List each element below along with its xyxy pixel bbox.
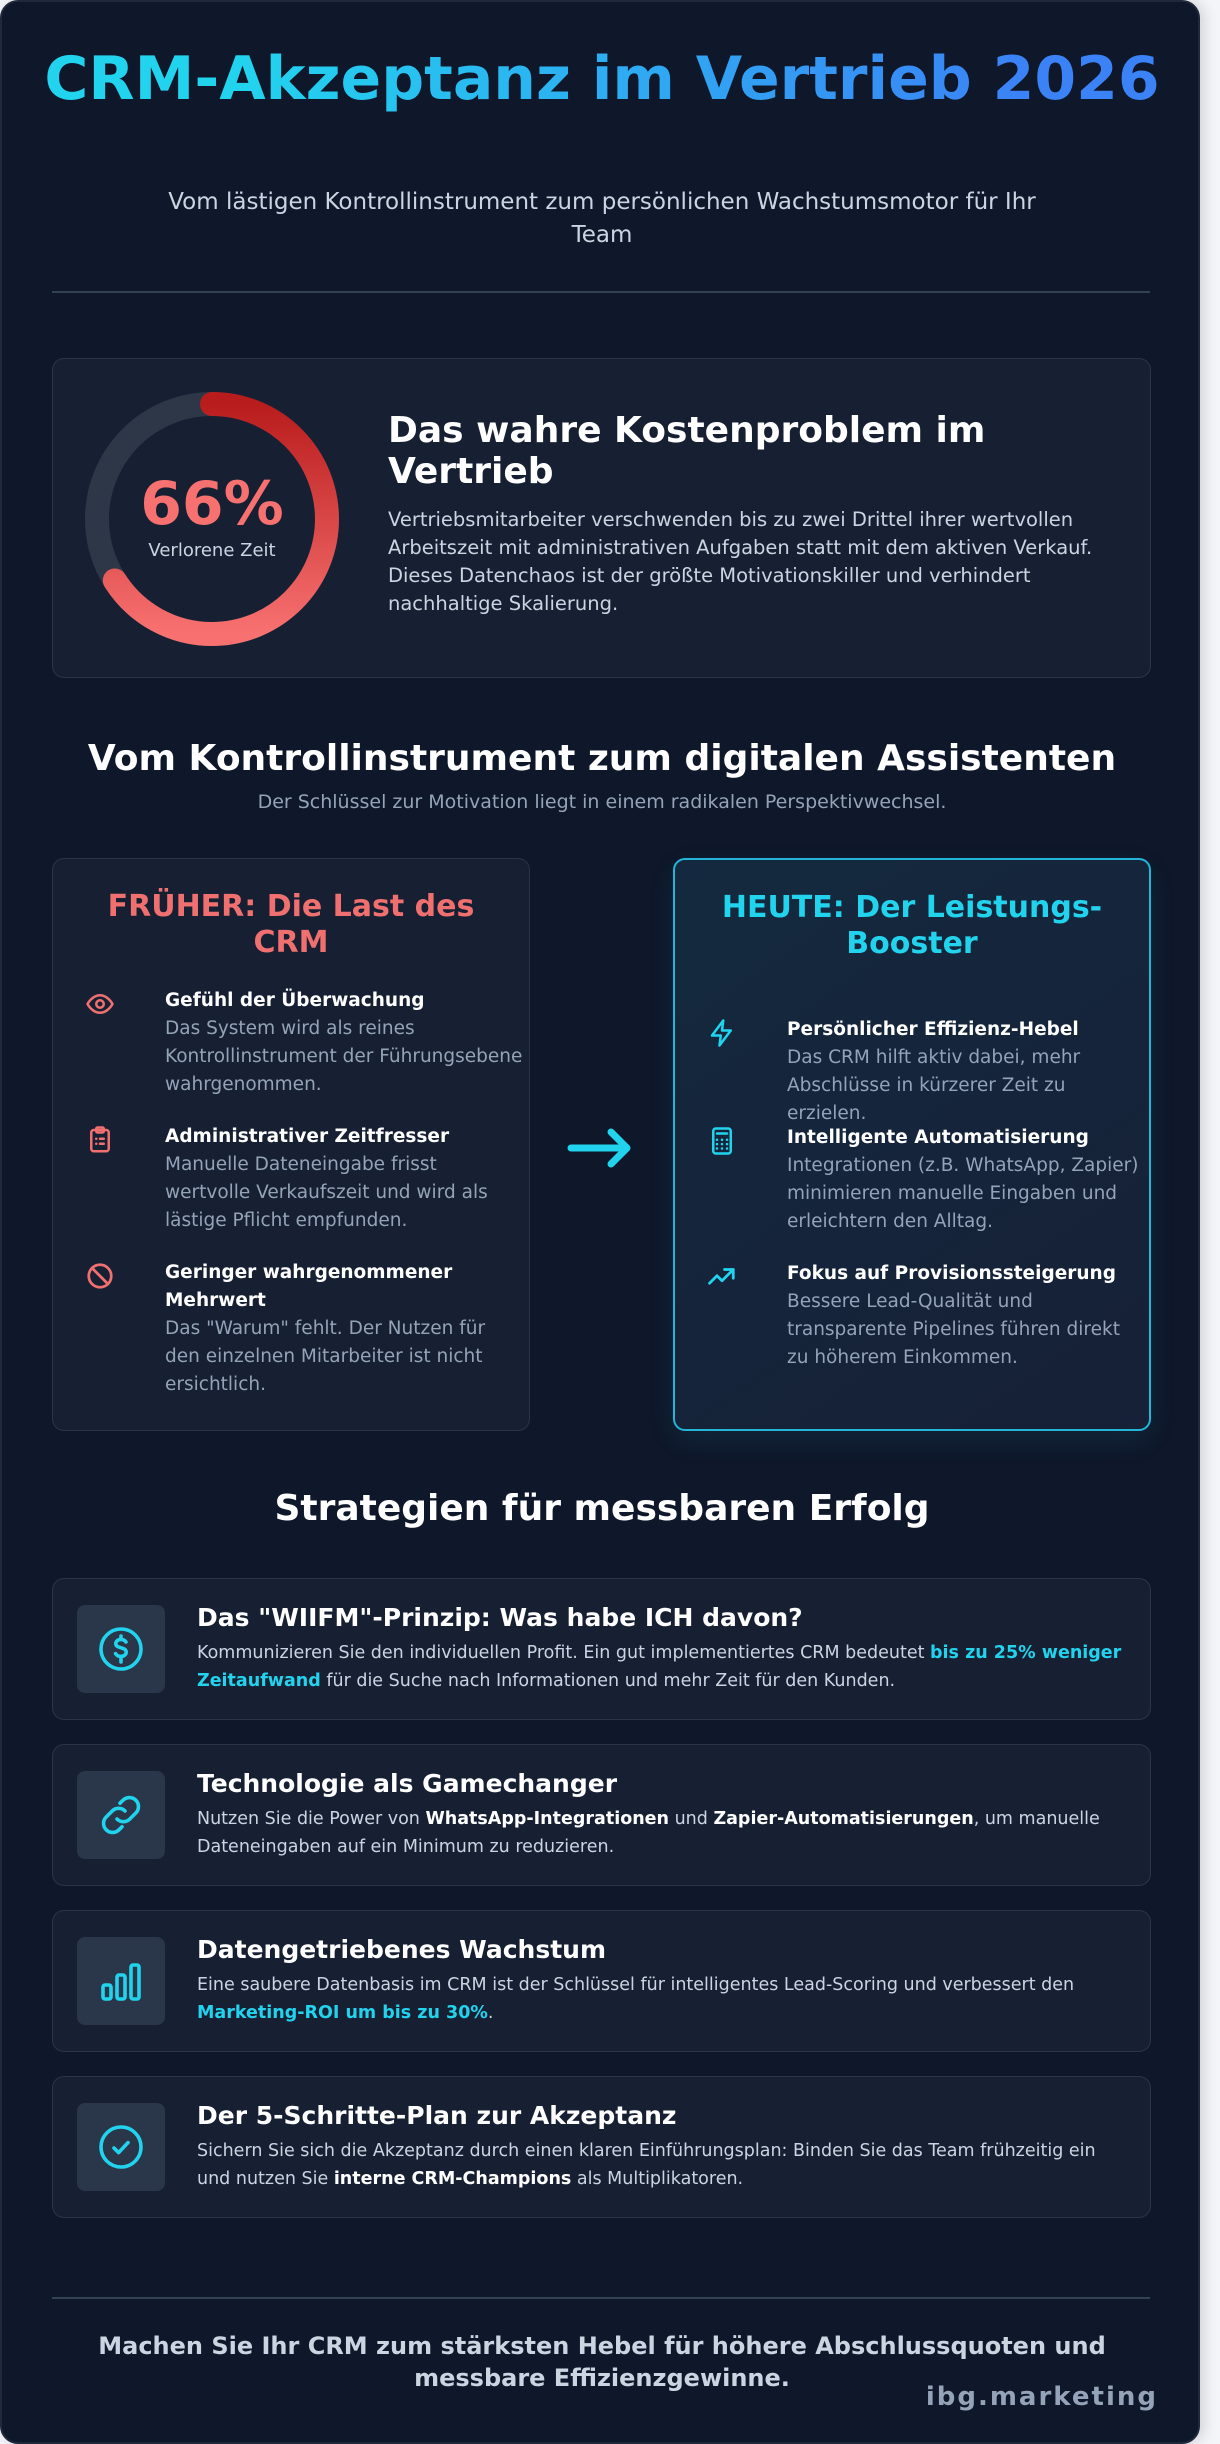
divider [52,291,1150,293]
lightning-icon [707,1018,737,1048]
before-card [52,858,530,1431]
item-title: Administrativer Zeitfresser [165,1126,450,1147]
item-text: Manuelle Dateneingabe frisst wertvolle Verkaufszeit und wird als lästige Pflicht empfunden. [165,1154,488,1231]
item-text: Das CRM hilft aktiv dabei, mehr Abschlüsse in kürzerer Zeit zu erzielen. [787,1047,1081,1124]
item-title: Persönlicher Effizienz-Hebel [787,1019,1079,1040]
link-icon [97,1791,145,1839]
strategy-icon-box [77,1605,165,1693]
item-title: Geringer wahrgenommener Mehrwert [165,1262,453,1311]
shift-subheading: Der Schlüssel zur Motivation liegt in einem radikalen Perspektivwechsel. [257,791,947,813]
item-text: Bessere Lead-Qualität und transparente Pipelines führen direkt zu höherem Einkommen. [787,1291,1120,1368]
calculator-icon [707,1126,737,1156]
eye-icon [85,989,115,1019]
strategy-icon-box [77,1771,165,1859]
item-text: Das System wird als reines Kontrollinstrument der Führungsebene wahrgenommen. [165,1018,523,1095]
item-title: Gefühl der Überwachung [165,990,425,1011]
problem-text: Vertriebsmitarbeiter verschwenden bis zu zwei Drittel ihrer wertvollen Arbeitszeit mit administrativen Aufgaben statt mit dem aktiven Verkauf. Dieses Datenchaos ist der größte Motivationskiller und verhindert nachhaltige Skalierung. [388,508,1093,615]
footer-divider [52,2297,1150,2299]
strategy-text: Eine saubere Datenbasis im CRM ist der Schlüssel für intelligentes Lead-Scoring und verbessert den Marketing-ROI um bis zu 30%. [197,1975,1075,2023]
strategy-icon-box [77,1937,165,2025]
shift-heading: Vom Kontrollinstrument zum digitalen Assistenten [87,738,1117,779]
arrow-right-icon [565,1124,637,1172]
strategies-heading: Strategien für messbaren Erfolg [274,1488,930,1529]
strategy-title: Technologie als Gamechanger [197,1769,618,1798]
after-title: HEUTE: Der Leistungs-Booster [721,890,1103,961]
item-title: Fokus auf Provisionssteigerung [787,1263,1116,1284]
strategy-card [52,1910,1151,2052]
donut-chart [82,389,342,649]
before-title: FRÜHER: Die Last des CRM [107,889,475,960]
strategy-title: Datengetriebenes Wachstum [197,1935,607,1964]
item-title: Intelligente Automatisierung [787,1127,1089,1148]
strategy-text: Kommunizieren Sie den individuellen Profit. Ein gut implementiertes CRM bedeutet bis zu 25% weniger Zeitaufwand für die Suche nach Informationen und mehr Zeit für den Kunden. [197,1643,1122,1691]
strategy-title: Das "WIIFM"-Prinzip: Was habe ICH davon? [197,1603,803,1632]
strategy-icon-box [77,2103,165,2191]
strategy-card [52,1744,1151,1886]
footer-cta: Machen Sie Ihr CRM zum stärksten Hebel für höhere Abschlussquoten und messbare Effizienzgewinne. [98,2332,1106,2392]
strategy-text: Nutzen Sie die Power von WhatsApp-Integrationen und Zapier-Automatisierungen, um manuelle Dateneingaben auf ein Minimum zu reduzieren. [197,1809,1100,1857]
dollar-circle-icon [97,1625,145,1673]
page-subtitle: Vom lästigen Kontrollinstrument zum persönlichen Wachstumsmotor für Ihr Team [168,189,1036,248]
clipboard-list-icon [85,1125,115,1155]
stat-label: Verlorene Zeit [148,539,276,561]
bar-chart-icon [97,1957,145,2005]
item-text: Integrationen (z.B. WhatsApp, Zapier) minimieren manuelle Eingaben und erleichtern den Alltag. [787,1155,1139,1232]
problem-heading: Das wahre Kostenproblem im Vertrieb [388,410,986,492]
page-title: CRM-Akzeptanz im Vertrieb 2026 [2,44,1202,114]
item-text: Das "Warum" fehlt. Der Nutzen für den einzelnen Mitarbeiter ist nicht ersichtlich. [165,1318,486,1395]
strategy-card [52,2076,1151,2218]
brand-logo: ibg.marketing [925,2382,1158,2412]
trending-up-icon [707,1262,737,1292]
strategy-text: Sichern Sie sich die Akzeptanz durch einen klaren Einführungsplan: Binden Sie das Team frühzeitig ein und nutzen Sie interne CRM-Champions als Multiplikatoren. [197,2141,1096,2189]
check-circle-icon [97,2123,145,2171]
strategy-card [52,1578,1151,1720]
ban-icon [85,1261,115,1291]
strategy-title: Der 5-Schritte-Plan zur Akzeptanz [197,2101,677,2130]
stat-value: 66% [140,468,284,539]
after-card [673,858,1151,1431]
